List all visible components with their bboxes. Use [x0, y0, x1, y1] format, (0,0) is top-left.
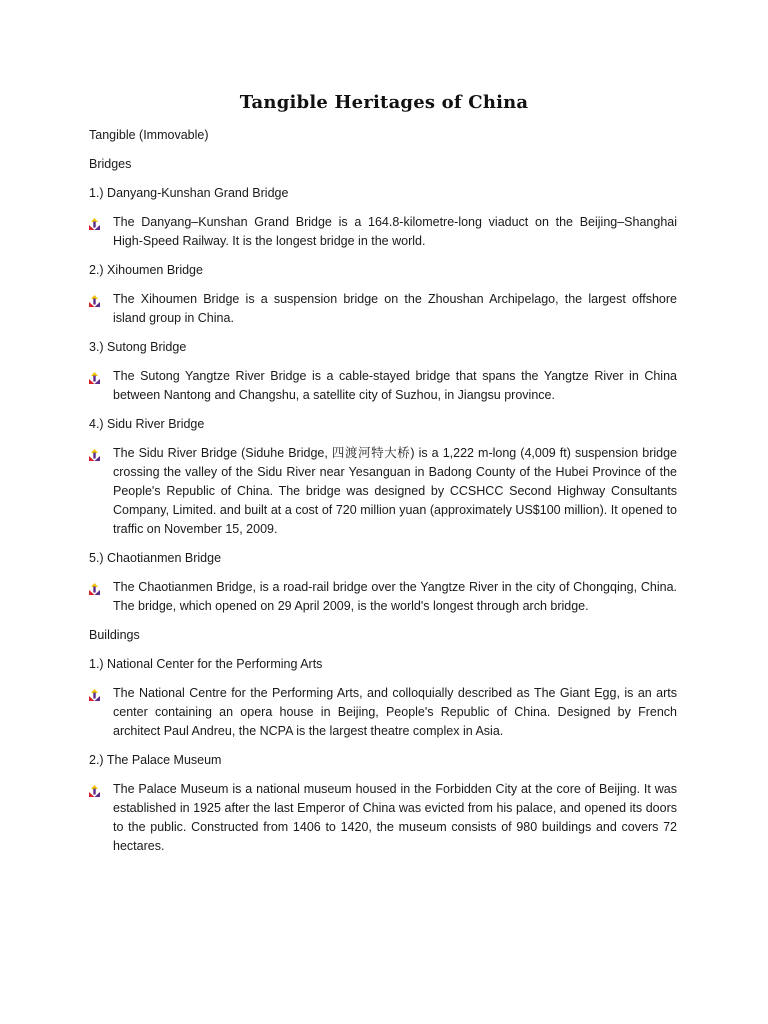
- paragraph: 1.) National Center for the Performing Arts: [89, 657, 323, 671]
- arrow-bullet-icon: [89, 784, 100, 796]
- list-item-text: The Chaotianmen Bridge, is a road-rail bridge over the Yangtze River in the city of Chongqing, China. The bridge, which opened on 29 April 2009, is the world's longest through arch bridge.: [113, 580, 677, 613]
- arrow-bullet-icon: [89, 582, 100, 594]
- paragraph: Buildings: [89, 628, 140, 642]
- arrow-bullet-icon: [89, 688, 100, 700]
- arrow-bullet-icon: [89, 217, 100, 229]
- list-item-text: The Xihoumen Bridge is a suspension bridge on the Zhoushan Archipelago, the largest offshore island group in China.: [113, 292, 677, 325]
- paragraph: Bridges: [89, 157, 132, 171]
- list-item-text: The Danyang–Kunshan Grand Bridge is a 164.8-kilometre-long viaduct on the Beijing–Shanghai High-Speed Railway. It is the longest bridge in the world.: [113, 215, 677, 248]
- list-item-text: The Sutong Yangtze River Bridge is a cable-stayed bridge that spans the Yangtze River in China between Nantong and Changshu, a satellite city of Suzhou, in Jiangsu province.: [113, 369, 677, 402]
- paragraph: 4.) Sidu River Bridge: [89, 417, 205, 431]
- page-title: Tangible Heritages of China: [239, 92, 529, 113]
- list-item: [89, 444, 677, 539]
- list-item: [89, 213, 677, 251]
- list-item-text: The National Centre for the Performing Arts, and colloquially described as The Giant Egg, is an arts center containing an opera house in Beijing, People's Republic of China. Designed by French architect Paul Andreu, the NCPA is the largest theatre complex in Asia.: [113, 686, 677, 738]
- paragraph: Tangible (Immovable): [89, 128, 209, 142]
- paragraph: 3.) Sutong Bridge: [89, 340, 187, 354]
- list-item: [89, 578, 677, 616]
- arrow-bullet-icon: [89, 448, 100, 460]
- paragraph: 2.) Xihoumen Bridge: [89, 263, 203, 277]
- list-item-text: The Sidu River Bridge (Siduhe Bridge, 四渡河特大桥) is a 1,222 m-long (4,009 ft) suspension bridge crossing the valley of the Sidu River near Yesanguan in Badong County of the Hubei Province of the People's Republic of China. The bridge was designed by CCSHCC Second Highway Consultants Company, Limited. and built at a cost of 720 million yuan (approximately US$100 million). It opened to traffic on November 15, 2009.: [113, 446, 677, 536]
- document-body: [89, 126, 677, 866]
- arrow-bullet-icon: [89, 371, 100, 383]
- paragraph: 1.) Danyang-Kunshan Grand Bridge: [89, 186, 289, 200]
- list-item: [89, 684, 677, 741]
- paragraph: 2.) The Palace Museum: [89, 753, 222, 767]
- list-item: [89, 367, 677, 405]
- paragraph: 5.) Chaotianmen Bridge: [89, 551, 222, 565]
- list-item: [89, 780, 677, 856]
- list-item-text: The Palace Museum is a national museum housed in the Forbidden City at the core of Beijing. It was established in 1925 after the last Emperor of China was evicted from his palace, and opened its doors to the public. Constructed from 1406 to 1420, the museum consists of 980 buildings and covers 72 hectares.: [113, 782, 677, 853]
- list-item: [89, 290, 677, 328]
- arrow-bullet-icon: [89, 294, 100, 306]
